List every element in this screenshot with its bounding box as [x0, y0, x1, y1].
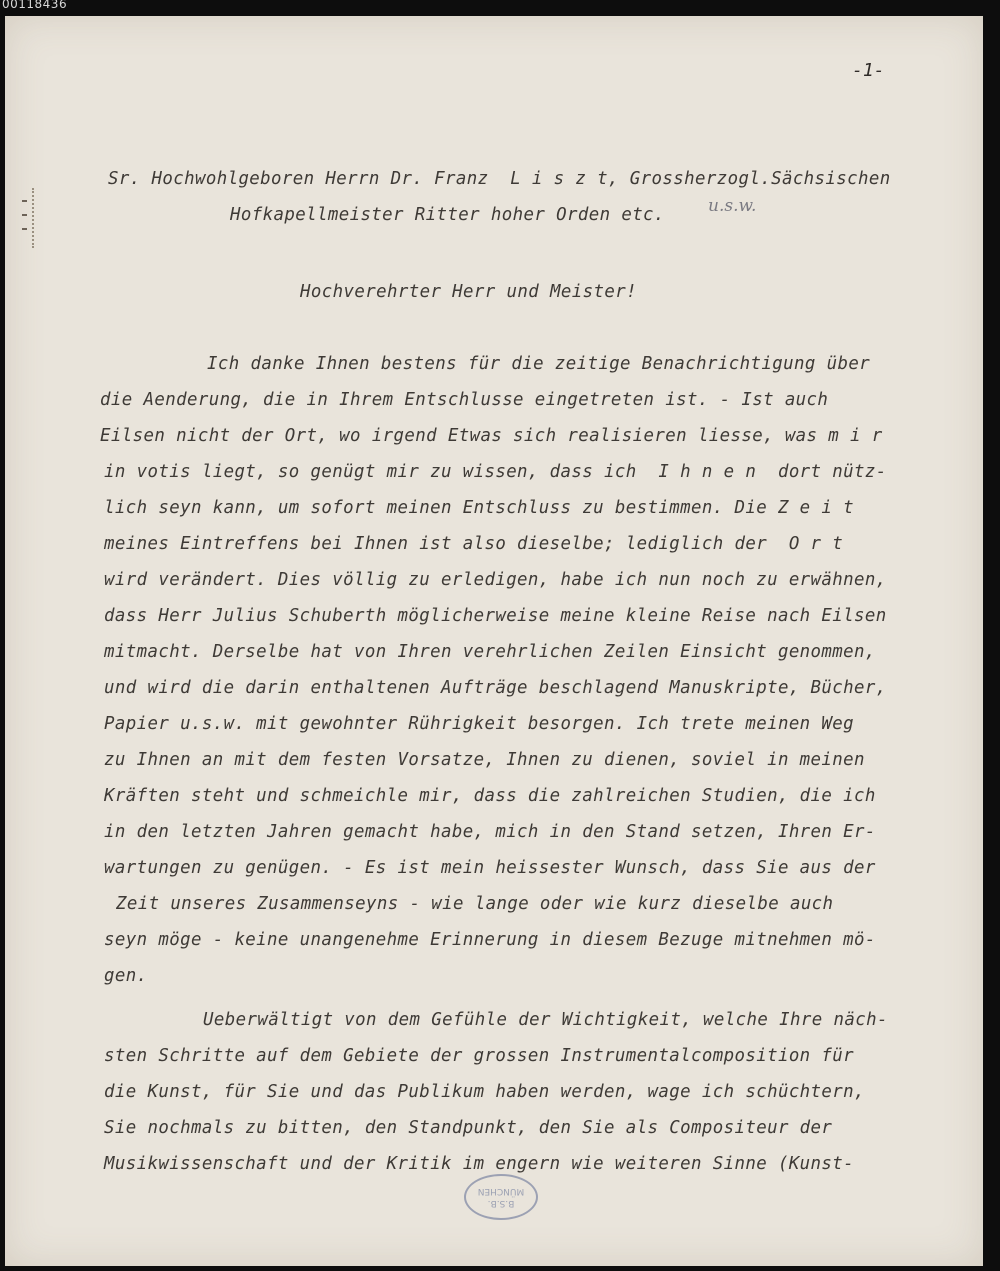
body-line: zu Ihnen an mit dem festen Vorsatze, Ihnen zu dienen, soviel in meinen: [104, 750, 865, 770]
margin-binding-marks: [18, 188, 34, 248]
body-line: lich seyn kann, um sofort meinen Entschluss zu bestimmen. Die Z e i t: [104, 498, 855, 518]
stamp-line-2: MÜNCHEN: [477, 1186, 525, 1196]
body-line: wird verändert. Dies völlig zu erledigen, habe ich nun noch zu erwähnen,: [104, 570, 887, 590]
body-line: Sie nochmals zu bitten, den Standpunkt, den Sie als Compositeur der: [104, 1118, 833, 1138]
body-line: Papier u.s.w. mit gewohnter Rührigkeit besorgen. Ich trete meinen Weg: [104, 714, 855, 734]
letter-page: [5, 16, 983, 1266]
body-line: gen.: [104, 966, 148, 986]
handwritten-note: u.s.w.: [708, 196, 757, 216]
body-line: seyn möge - keine unangenehme Erinnerung in diesem Bezuge mitnehmen mö-: [104, 930, 876, 950]
library-stamp: [464, 1174, 538, 1220]
address-line-1: Sr. Hochwohlgeboren Herrn Dr. Franz L i s z t, Grossherzogl.Sächsischen: [108, 169, 891, 189]
body-line: Musikwissenschaft und der Kritik im engern wie weiteren Sinne (Kunst-: [104, 1154, 855, 1174]
body-line: meines Eintreffens bei Ihnen ist also dieselbe; lediglich der O r t: [104, 534, 844, 554]
body-line: wartungen zu genügen. - Es ist mein heissester Wunsch, dass Sie aus der: [104, 858, 876, 878]
body-line: mitmacht. Derselbe hat von Ihren verehrlichen Zeilen Einsicht genommen,: [104, 642, 876, 662]
body-line: die Aenderung, die in Ihrem Entschlusse eingetreten ist. - Ist auch: [100, 390, 829, 410]
scan-id-label: 00118436: [2, 0, 68, 11]
body-line: dass Herr Julius Schuberth möglicherweise meine kleine Reise nach Eilsen: [104, 606, 887, 626]
body-line: die Kunst, für Sie und das Publikum haben werden, wage ich schüchtern,: [104, 1082, 865, 1102]
body-line: Kräften steht und schmeichle mir, dass die zahlreichen Studien, die ich: [104, 786, 876, 806]
body-line: in den letzten Jahren gemacht habe, mich in den Stand setzen, Ihren Er-: [104, 822, 876, 842]
body-line: Ich danke Ihnen bestens für die zeitige Benachrichtigung über: [207, 354, 871, 374]
body-line: in votis liegt, so genügt mir zu wissen, dass ich I h n e n dort nütz-: [104, 462, 887, 482]
body-line: und wird die darin enthaltenen Aufträge beschlagend Manuskripte, Bücher,: [104, 678, 887, 698]
salutation: Hochverehrter Herr und Meister!: [300, 282, 637, 302]
body-line: Ueberwältigt von dem Gefühle der Wichtigkeit, welche Ihre näch-: [203, 1010, 888, 1030]
address-line-2: Hofkapellmeister Ritter hoher Orden etc.: [230, 205, 665, 225]
body-line: sten Schritte auf dem Gebiete der grossen Instrumentalcomposition für: [104, 1046, 855, 1066]
page-number: -1-: [852, 60, 885, 81]
body-line: Zeit unseres Zusammenseyns - wie lange oder wie kurz dieselbe auch: [116, 894, 834, 914]
body-line: Eilsen nicht der Ort, wo irgend Etwas sich realisieren liesse, was m i r: [100, 426, 883, 446]
stamp-line-1: B.S.B.: [487, 1198, 515, 1208]
